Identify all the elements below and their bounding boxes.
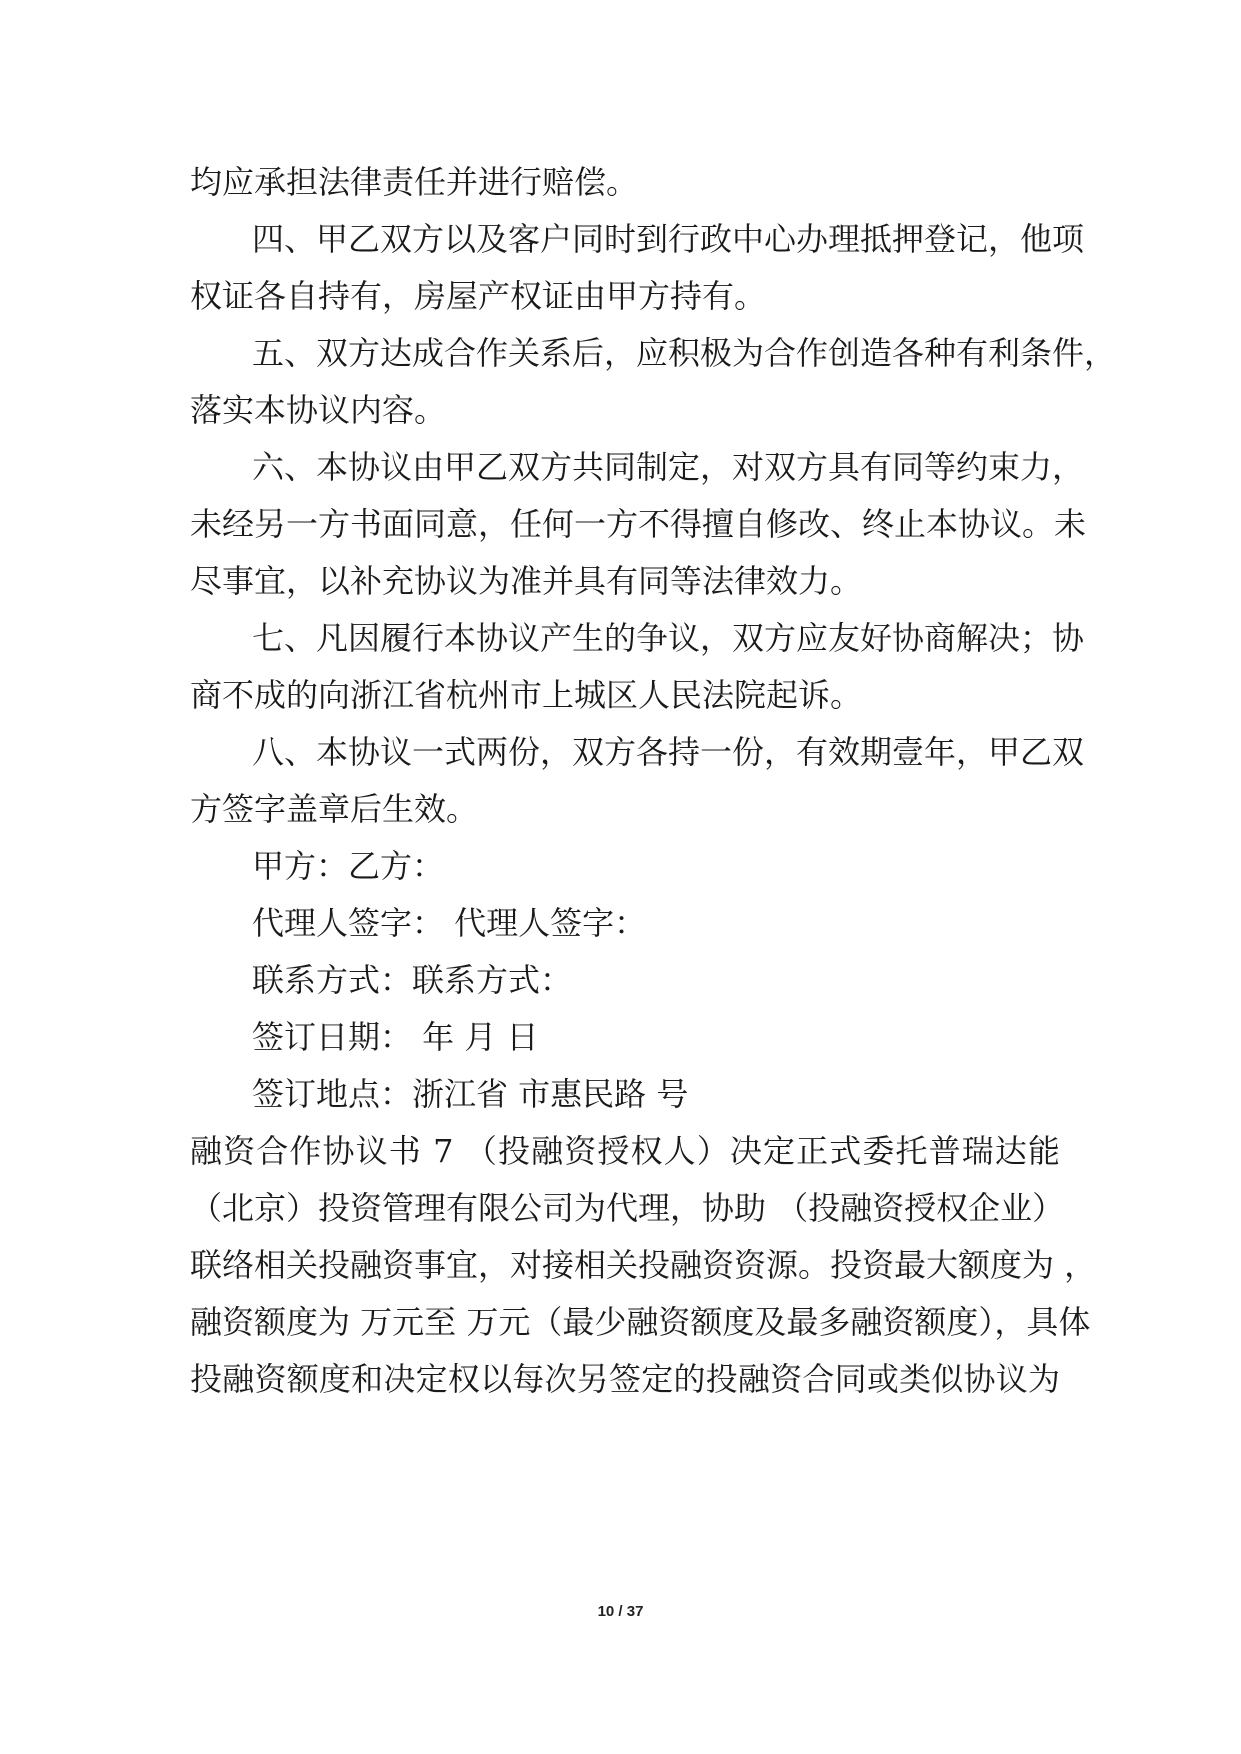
page-number: 10 / 37	[597, 1603, 644, 1620]
text-line: 商不成的向浙江省杭州市上城区人民法院起诉。	[190, 676, 863, 714]
text-line: 七、凡因履行本协议产生的争议，双方应友好协商解决；协	[252, 619, 1085, 657]
signature-date-line: 签订日期： 年 月 日	[252, 1018, 539, 1056]
text-line: 四、甲乙双方以及客户同时到行政中心办理抵押登记，他项	[252, 220, 1085, 258]
text-line: 五、双方达成合作关系后，应积极为合作创造各种有利条件，	[252, 334, 1117, 372]
text-line: 联络相关投融资事宜，对接相关投融资资源。投资最大额度为 ，	[190, 1246, 1097, 1284]
signature-agent-line: 代理人签字： 代理人签字：	[252, 904, 647, 942]
text-line: 权证各自持有，房屋产权证由甲方持有。	[190, 277, 767, 315]
text-line: 尽事宜，以补充协议为准并具有同等法律效力。	[190, 562, 863, 600]
text-line: 方签字盖章后生效。	[190, 790, 479, 828]
text-line: 融资合作协议书 7 （投融资授权人）决定正式委托普瑞达能	[190, 1132, 1060, 1170]
text-line: （北京）投资管理有限公司为代理，协助 （投融资授权企业）	[190, 1189, 1065, 1227]
text-line: 融资额度为 万元至 万元（最少融资额度及最多融资额度），具体	[190, 1303, 1091, 1341]
signature-contact-line: 联系方式：联系方式：	[252, 961, 573, 999]
text-line: 八、本协议一式两份，双方各持一份，有效期壹年，甲乙双	[252, 733, 1085, 771]
signature-party-line: 甲方：乙方：	[252, 847, 445, 885]
signature-place-line: 签订地点：浙江省 市惠民路 号	[252, 1075, 689, 1113]
text-line: 落实本协议内容。	[190, 391, 447, 429]
text-line: 投融资额度和决定权以每次另签定的投融资合同或类似协议为	[190, 1360, 1060, 1398]
text-line: 六、本协议由甲乙双方共同制定，对双方具有同等约束力，	[252, 448, 1085, 486]
text-line: 均应承担法律责任并进行赔偿。	[190, 163, 639, 201]
text-line: 未经另一方书面同意，任何一方不得擅自修改、终止本协议。未	[190, 505, 1087, 543]
